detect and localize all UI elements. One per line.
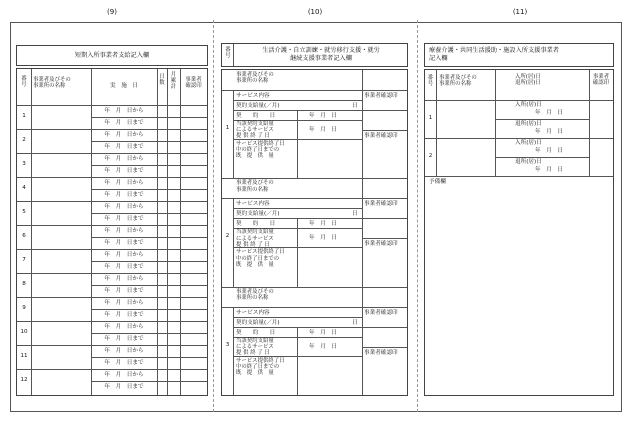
s9-row-mid-line bbox=[91, 309, 207, 310]
s9-row-line bbox=[17, 369, 207, 370]
s10-amount-label: 契約支給量(／月) bbox=[236, 211, 280, 218]
s9-row-from: 年 月 日から bbox=[104, 348, 144, 354]
s9-row-number: 5 bbox=[22, 209, 26, 215]
s9-row-mid-line bbox=[91, 285, 207, 286]
s9-header-name: 事業者及びその 事業所の名称 bbox=[33, 77, 71, 90]
s10-name-label: 事業者及びその 事業所の名称 bbox=[236, 180, 274, 193]
s9-row-number: 12 bbox=[20, 377, 28, 383]
s9-row-line bbox=[17, 177, 207, 178]
s10-row-number: 1 bbox=[225, 125, 230, 131]
s10-contract-label: 契 約 日 bbox=[236, 329, 276, 336]
s9-row-line bbox=[17, 273, 207, 274]
s10-row-line bbox=[233, 218, 362, 219]
s10-remain-label: サービス提供終了日 中の終了日までの 既 提 供 量 bbox=[236, 249, 285, 268]
s11-header-confirm: 事業者 確認印 bbox=[592, 74, 610, 87]
s9-row-from: 年 月 日から bbox=[104, 252, 144, 258]
s9-row-to: 年 月 日まで bbox=[104, 312, 144, 318]
s10-title-box bbox=[221, 43, 408, 67]
s9-header-confirm: 事業者 確認印 bbox=[185, 77, 202, 90]
s9-row-mid-line bbox=[91, 189, 207, 190]
s10-confirm-label: 事業者確認印 bbox=[364, 309, 398, 316]
s9-header-days: 日 数 bbox=[159, 74, 165, 87]
s9-row-to: 年 月 日まで bbox=[104, 216, 144, 222]
s9-row-mid-line bbox=[91, 213, 207, 214]
s9-row-number: 11 bbox=[20, 353, 28, 359]
s9-table bbox=[16, 68, 208, 396]
s11-header-name: 事業者及びその 事業所の名称 bbox=[439, 75, 477, 88]
s9-row-number: 10 bbox=[20, 329, 28, 335]
s9-row-number: 4 bbox=[22, 185, 26, 191]
s10-remain-label: サービス提供終了日 中の終了日までの 既 提 供 量 bbox=[236, 357, 285, 376]
s10-row-line bbox=[222, 90, 362, 91]
s9-row-to: 年 月 日まで bbox=[104, 360, 144, 366]
s10-confirm-label-2: 事業者確認印 bbox=[364, 349, 398, 356]
s11-row-number: 1 bbox=[428, 115, 433, 121]
s10-num-col-line bbox=[233, 307, 234, 395]
s9-row-from: 年 月 日から bbox=[104, 324, 144, 330]
s9-row-to: 年 月 日まで bbox=[104, 168, 144, 174]
s10-confirm-col-line bbox=[362, 178, 363, 286]
s9-title: 短期入所事業者支給記入欄 bbox=[74, 52, 150, 59]
s10-service-label: サービス内容 bbox=[236, 309, 270, 316]
s9-row-to: 年 月 日まで bbox=[104, 120, 144, 126]
s10-service-label: サービス内容 bbox=[236, 93, 270, 99]
s11-num-col-line bbox=[436, 70, 437, 176]
s10-amount-unit: 日 bbox=[352, 211, 358, 218]
s11-out-label: 退所(居)日 bbox=[515, 121, 542, 127]
s11-remarks-line bbox=[425, 176, 613, 177]
s10-row-line bbox=[233, 110, 362, 111]
s10-block-line bbox=[222, 287, 407, 288]
s11-in-label: 入所(居)日 bbox=[515, 102, 542, 108]
s9-row-mid-line bbox=[91, 261, 207, 262]
s9-row-mid-line bbox=[91, 333, 207, 334]
s9-row-from: 年 月 日から bbox=[104, 300, 144, 306]
s9-row-number: 3 bbox=[22, 161, 26, 167]
s9-row-to: 年 月 日まで bbox=[104, 288, 144, 294]
s9-row-line bbox=[17, 249, 207, 250]
s9-row-from: 年 月 日から bbox=[104, 228, 144, 234]
s9-row-to: 年 月 日まで bbox=[104, 264, 144, 270]
s9-row-mid-line bbox=[91, 357, 207, 358]
s11-in-date: 年 月 日 bbox=[535, 148, 563, 154]
s10-contract-date: 年 月 日 bbox=[309, 329, 337, 336]
s10-confirm-line bbox=[362, 218, 407, 219]
s10-confirm-col-line bbox=[362, 70, 363, 178]
s9-row-to: 年 月 日まで bbox=[104, 336, 144, 342]
s10-confirm-line bbox=[362, 327, 407, 328]
s10-row-line bbox=[222, 198, 362, 199]
s11-in-label: 入所(居)日 bbox=[515, 140, 542, 146]
s10-row-number: 2 bbox=[225, 233, 230, 240]
s9-row-line bbox=[17, 345, 207, 346]
s10-remain-label: サービス提供終了日 中の終了日までの 既 提 供 量 bbox=[236, 141, 285, 160]
s11-remarks-label: 予備欄 bbox=[429, 179, 446, 185]
s9-row-mid-line bbox=[91, 381, 207, 382]
s11-row-line bbox=[425, 138, 613, 139]
s9-row-number: 9 bbox=[22, 305, 26, 311]
s10-amount-unit: 日 bbox=[352, 319, 358, 326]
s10-confirm-label: 事業者確認印 bbox=[364, 93, 398, 99]
s9-row-number: 7 bbox=[22, 257, 26, 263]
s11-row-mid-line bbox=[495, 157, 589, 158]
s10-num-header: 番 号 bbox=[225, 47, 231, 60]
s10-end-date: 年 月 日 bbox=[309, 343, 337, 350]
s10-confirm-line bbox=[362, 347, 407, 348]
s10-end-date: 年 月 日 bbox=[309, 235, 337, 242]
s10-name-label: 事業者及びその 事業所の名称 bbox=[236, 288, 274, 301]
s9-row-to: 年 月 日まで bbox=[104, 144, 144, 150]
s10-contract-label: 契 約 日 bbox=[236, 221, 276, 228]
s11-in-date: 年 月 日 bbox=[535, 110, 563, 116]
s10-amount-label: 契約支給量(／月) bbox=[236, 103, 280, 109]
s10-confirm-line bbox=[362, 130, 407, 131]
s11-out-date: 年 月 日 bbox=[535, 129, 563, 135]
s10-service-label: サービス内容 bbox=[236, 201, 270, 208]
s11-title: 療養介護・共同生活援助・施設入所支援事業者 記入欄 bbox=[429, 47, 559, 62]
s11-out-label: 退所(居)日 bbox=[515, 159, 542, 165]
s9-header-date: 実 施 日 bbox=[110, 83, 138, 89]
s9-row-number: 1 bbox=[22, 113, 26, 119]
s10-row-line bbox=[233, 100, 362, 101]
s11-row-number: 2 bbox=[428, 153, 433, 159]
s9-row-line bbox=[17, 225, 207, 226]
s10-confirm-line bbox=[362, 198, 407, 199]
s10-confirm-col-line bbox=[362, 287, 363, 395]
s10-end-label: 当該契約支給量 によるサービス 提 供 終 了 日 bbox=[236, 229, 274, 248]
s9-row-to: 年 月 日まで bbox=[104, 192, 144, 198]
s10-end-date: 年 月 日 bbox=[309, 127, 337, 133]
s10-contract-label: 契 約 日 bbox=[236, 113, 276, 119]
s10-title: 生活介護・自立訓練・就労移行支援・就労 継続支援事業者記入欄 bbox=[262, 47, 380, 62]
s11-title-box bbox=[424, 43, 614, 67]
s10-confirm-line bbox=[362, 307, 407, 308]
s11-table bbox=[424, 69, 614, 396]
s9-row-from: 年 月 日から bbox=[104, 132, 144, 138]
s9-row-number: 6 bbox=[22, 233, 26, 239]
s9-row-from: 年 月 日から bbox=[104, 108, 144, 114]
page-number-11: (11) bbox=[512, 8, 528, 16]
s10-confirm-line bbox=[362, 90, 407, 91]
s10-num-col-line bbox=[233, 198, 234, 286]
s11-out-date: 年 月 日 bbox=[535, 167, 563, 173]
s10-contract-date: 年 月 日 bbox=[309, 221, 337, 228]
s9-row-line bbox=[17, 321, 207, 322]
s10-row-line bbox=[233, 317, 362, 318]
s11-header-num: 番 号 bbox=[427, 75, 434, 88]
s9-row-to: 年 月 日まで bbox=[104, 384, 144, 390]
s11-header-dates: 入所(居)日 退所(居)日 bbox=[515, 74, 541, 87]
s9-row-from: 年 月 日から bbox=[104, 372, 144, 378]
s9-row-mid-line bbox=[91, 165, 207, 166]
s9-row-line bbox=[17, 153, 207, 154]
s10-amount-unit: 日 bbox=[352, 103, 358, 109]
s10-confirm-line bbox=[362, 110, 407, 111]
s9-row-from: 年 月 日から bbox=[104, 156, 144, 162]
s9-header-line bbox=[17, 105, 207, 106]
s9-row-number: 2 bbox=[22, 137, 26, 143]
fold-line-left bbox=[213, 20, 214, 412]
s10-confirm-label: 事業者確認印 bbox=[364, 201, 398, 208]
page-number-9: (9) bbox=[107, 8, 117, 16]
s10-table bbox=[221, 69, 408, 396]
s10-amount-label: 契約支給量(／月) bbox=[236, 319, 280, 326]
s9-row-to: 年 月 日まで bbox=[104, 240, 144, 246]
s9-row-from: 年 月 日から bbox=[104, 180, 144, 186]
s11-row-mid-line bbox=[495, 119, 589, 120]
s10-end-label: 当該契約支給量 によるサービス 提 供 終 了 日 bbox=[236, 121, 274, 140]
page-number-10: (10) bbox=[307, 8, 323, 16]
s9-row-mid-line bbox=[91, 141, 207, 142]
s10-row-line bbox=[233, 327, 362, 328]
s9-header-num: 番 号 bbox=[21, 76, 27, 89]
s9-header-tally: 月 累 計 bbox=[170, 72, 177, 91]
s10-confirm-label-2: 事業者確認印 bbox=[364, 241, 398, 248]
s10-num-col-line bbox=[233, 90, 234, 178]
s9-row-line bbox=[17, 129, 207, 130]
s9-row-number: 8 bbox=[22, 281, 26, 287]
s10-confirm-label-2: 事業者確認印 bbox=[364, 133, 398, 139]
s10-row-line bbox=[233, 208, 362, 209]
s9-row-mid-line bbox=[91, 117, 207, 118]
s9-row-line bbox=[17, 201, 207, 202]
s10-confirm-line bbox=[362, 238, 407, 239]
s10-row-number: 3 bbox=[225, 341, 230, 348]
s10-row-line bbox=[222, 307, 362, 308]
s9-col-line bbox=[31, 69, 32, 395]
s9-title-box bbox=[16, 45, 208, 66]
s10-contract-date: 年 月 日 bbox=[309, 113, 337, 119]
s9-row-mid-line bbox=[91, 237, 207, 238]
s10-end-label: 当該契約支給量 によるサービス 提 供 終 了 日 bbox=[236, 337, 274, 356]
s11-header-line bbox=[425, 100, 613, 101]
s9-row-line bbox=[17, 297, 207, 298]
s9-row-from: 年 月 日から bbox=[104, 276, 144, 282]
s10-name-label: 事業者及びその 事業所の名称 bbox=[236, 72, 274, 85]
s9-row-from: 年 月 日から bbox=[104, 204, 144, 210]
fold-line-right bbox=[417, 20, 418, 412]
